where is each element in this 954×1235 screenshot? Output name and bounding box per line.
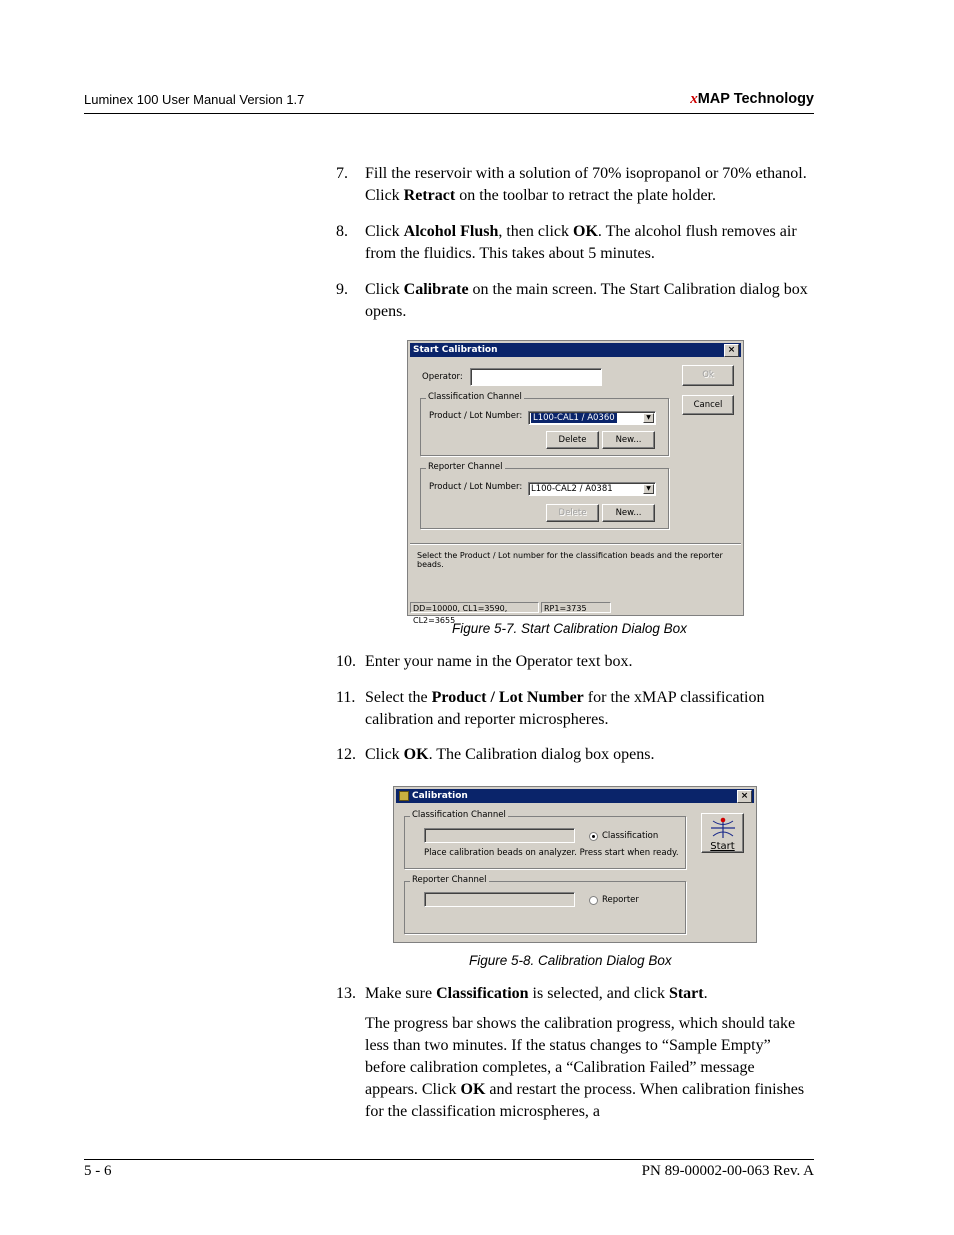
ok-button[interactable]: Ok <box>682 365 734 386</box>
running-header-title: Luminex 100 User Manual Version 1.7 <box>84 92 305 107</box>
group-label: Reporter Channel <box>428 462 503 472</box>
cancel-button[interactable]: Cancel <box>682 395 734 415</box>
chevron-down-icon: ▼ <box>643 413 654 423</box>
step-text: Enter your name in the Operator text box. <box>365 653 633 670</box>
instruction-text: Select the Product / Lot number for the classification beads and the reporter beads. <box>417 551 723 569</box>
operator-label: Operator: <box>422 372 463 382</box>
part-number: PN 89-00002-00-063 Rev. A <box>641 1163 814 1179</box>
step-text: Fill the reservoir with a solution of 70% isopropanol or 70% ethanol. Click Retract on the toolbar to retract the plate holder. <box>365 165 807 204</box>
status-pane: RP1=3735 <box>541 602 611 613</box>
page-number: 5 - 6 <box>84 1163 112 1179</box>
step-text: Select the Product / Lot Number for the xMAP classification calibration and reporter microspheres. <box>365 689 765 728</box>
calibration-dialog <box>393 786 757 943</box>
classification-radio-label: Classification <box>602 831 659 841</box>
delete-button[interactable]: Delete <box>546 431 599 449</box>
step-text: Click OK. The Calibration dialog box opens. <box>365 746 655 763</box>
figure-caption: Figure 5-8. Calibration Dialog Box <box>469 953 672 968</box>
classification-product-select[interactable]: L100-CAL1 / A0360 ▼ <box>528 411 656 425</box>
new-button[interactable]: New... <box>602 431 655 449</box>
chevron-down-icon: ▼ <box>643 484 654 494</box>
reporter-channel-group <box>420 462 669 529</box>
running-header-brand <box>690 91 814 108</box>
step-number: 7. <box>336 165 348 182</box>
product-lot-label: Product / Lot Number: <box>429 482 523 492</box>
group-label: Classification Channel <box>428 392 522 402</box>
figure-caption: Figure 5-7. Start Calibration Dialog Box <box>452 621 687 636</box>
brand-rest: MAP Technology <box>697 91 814 107</box>
dialog-title: Start Calibration <box>413 345 498 355</box>
close-icon[interactable]: × <box>724 344 739 357</box>
dialog-titlebar <box>410 343 741 357</box>
step-text: Make sure Classification is selected, and click Start. <box>365 985 708 1002</box>
step-number: 10. <box>336 653 356 670</box>
close-icon[interactable]: × <box>737 790 752 803</box>
step-text: Click Calibrate on the main screen. The Start Calibration dialog box opens. <box>365 281 808 320</box>
classification-channel-group <box>404 810 686 869</box>
step-number: 8. <box>336 223 348 240</box>
status-bar <box>410 602 741 625</box>
operator-input[interactable] <box>470 368 602 386</box>
classification-message: Place calibration beads on analyzer. Press start when ready. <box>424 848 679 858</box>
group-label: Reporter Channel <box>412 875 487 885</box>
new-button[interactable]: New... <box>602 504 655 522</box>
start-calibration-dialog <box>407 340 744 625</box>
dialog-title: Calibration <box>412 791 468 801</box>
brand-x: x <box>690 91 698 107</box>
step-number: 9. <box>336 281 348 298</box>
delete-button[interactable]: Delete <box>546 504 599 522</box>
start-button-label: Start <box>710 841 735 852</box>
calibration-target-icon <box>708 816 738 840</box>
product-lot-label: Product / Lot Number: <box>429 411 523 421</box>
start-button[interactable] <box>701 813 744 853</box>
footer-rule <box>84 1159 814 1160</box>
header-rule <box>84 113 814 114</box>
divider <box>410 543 741 545</box>
reporter-radio[interactable] <box>589 896 598 905</box>
reporter-radio-label: Reporter <box>602 895 639 905</box>
step-text: Click Alcohol Flush, then click OK. The alcohol flush removes air from the fluidics. This takes about 5 minutes. <box>365 223 797 262</box>
step-number: 12. <box>336 746 356 763</box>
group-label: Classification Channel <box>412 810 506 820</box>
step-number: 13. <box>336 985 356 1002</box>
step-number: 11. <box>336 689 356 706</box>
reporter-product-select[interactable]: L100-CAL2 / A0381 ▼ <box>528 482 656 496</box>
classification-channel-group <box>420 392 669 456</box>
classification-radio[interactable] <box>589 832 598 841</box>
step-13-paragraph: The progress bar shows the calibration progress, which should take less than two minutes. If the status changes to “Sample Empty” before calibration completes, a “Calibration Failed” message appears. Click OK and restart the process. When calibration finishes for the classification microspheres, a <box>365 1015 805 1120</box>
status-pane: DD=10000, CL1=3590, CL2=3655 <box>410 602 539 613</box>
classification-progress-bar <box>424 828 575 843</box>
reporter-channel-group <box>404 875 686 934</box>
app-icon <box>399 791 409 801</box>
dialog-titlebar <box>396 789 754 803</box>
reporter-progress-bar <box>424 892 575 907</box>
